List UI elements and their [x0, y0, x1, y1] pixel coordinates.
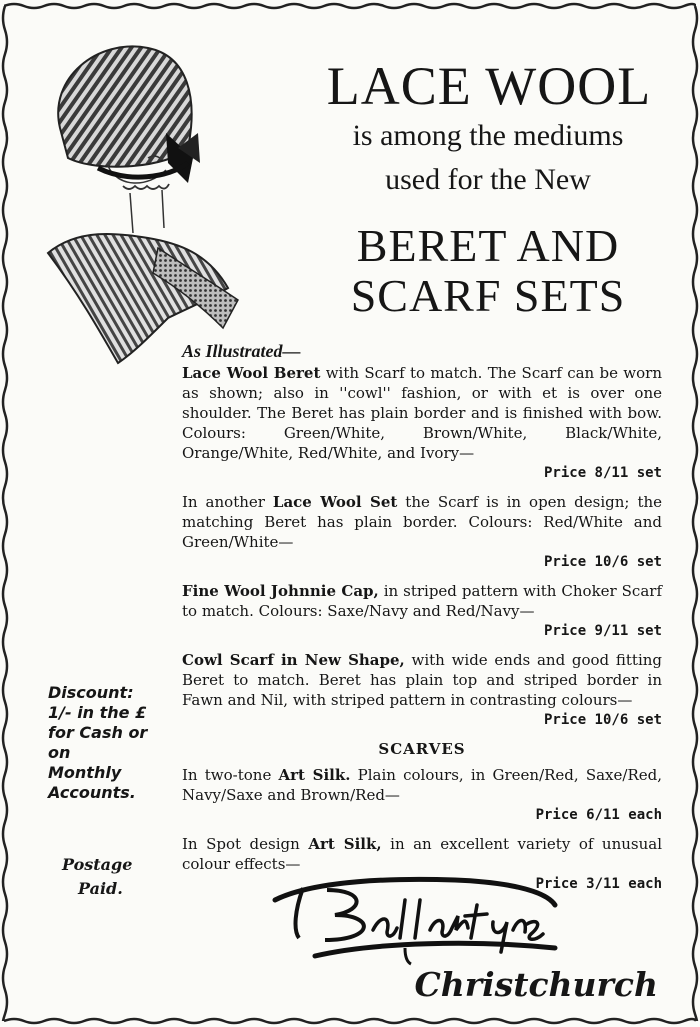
product-price: Price 3/11 each [535, 876, 662, 892]
discount-line: Discount: [48, 683, 134, 702]
product-name: Lace Wool Set [272, 493, 398, 511]
headline-block [260, 55, 690, 321]
city-name: Christchurch [414, 965, 658, 1004]
product-lead: In another [182, 493, 273, 511]
product-price: Price 9/11 set [543, 623, 662, 639]
headline-scarf: SCARF SETS [350, 270, 626, 321]
product-description: with wide ends and good fitting Beret to match. Beret has plain top and striped border in Fawn and Nil, with striped pattern in contrasting colours— [182, 651, 663, 709]
discount-line: for Cash or [48, 723, 148, 742]
section-title: As Illustrated— [182, 341, 301, 361]
discount-note [48, 683, 178, 803]
discount-line: 1/- in the £ [48, 703, 147, 722]
product-description: Plain colours, in Green/Red, Saxe/Red, Navy/Saxe and Brown/Red— [182, 766, 662, 804]
product-name: Fine Wool Johnnie Cap, [182, 582, 379, 600]
product-price: Price 8/11 set [543, 465, 662, 481]
scarf-item [182, 765, 662, 825]
headline-subtitle-1: is among the mediums [352, 119, 624, 152]
product-description: the Scarf is in open design; the matching Beret has plain border. Colours: Red/White and Green/White— [182, 493, 663, 551]
bottom-border-decoration [4, 1017, 696, 1025]
product-price: Price 10/6 set [543, 554, 662, 570]
postage-line: Postage [62, 855, 133, 874]
scarves-heading: SCARVES [378, 740, 466, 758]
right-border-decoration [691, 6, 699, 1021]
discount-line: on [48, 743, 71, 762]
product-description: with Scarf to match. The Scarf can be worn as shown; also in ''cowl'' fashion, or with et is over one shoulder. The Beret has plain border and is finished with bow. Colours: Green/White, Brown/White, Black/White, Orange/White, Red/White, and Ivory— [182, 364, 662, 462]
product-price: Price 10/6 set [543, 712, 662, 728]
discount-line: Monthly [48, 763, 122, 782]
product-name: Lace Wool Beret [182, 364, 321, 382]
beret-scarf-illustration-icon [38, 38, 258, 368]
postage-line: Paid. [78, 879, 123, 898]
left-border-decoration [1, 6, 9, 1021]
postage-note [62, 853, 162, 901]
top-border-decoration [4, 2, 696, 10]
product-lead: In two-tone [182, 766, 279, 784]
product-price: Price 6/11 each [535, 807, 662, 823]
product-list [182, 363, 662, 903]
product-lead: In Spot design [182, 835, 309, 853]
product-item [182, 581, 662, 641]
headline-title: LACE WOOL [326, 56, 652, 116]
product-description: in an excellent variety of unusual colour effects— [182, 835, 662, 873]
discount-line: Accounts. [48, 783, 136, 802]
product-description: in striped pattern with Choker Scarf to match. Colours: Saxe/Navy and Red/Navy— [182, 582, 662, 620]
ballantynes-signature-logo-icon [255, 860, 575, 970]
product-item [182, 492, 662, 572]
product-item [182, 363, 662, 483]
product-name: Art Silk. [278, 766, 351, 784]
product-item [182, 650, 662, 730]
product-name: Cowl Scarf in New Shape, [182, 651, 405, 669]
headline-subtitle-2: used for the New [385, 163, 591, 196]
product-name: Art Silk, [308, 835, 382, 853]
headline-beret: BERET AND [356, 220, 620, 271]
